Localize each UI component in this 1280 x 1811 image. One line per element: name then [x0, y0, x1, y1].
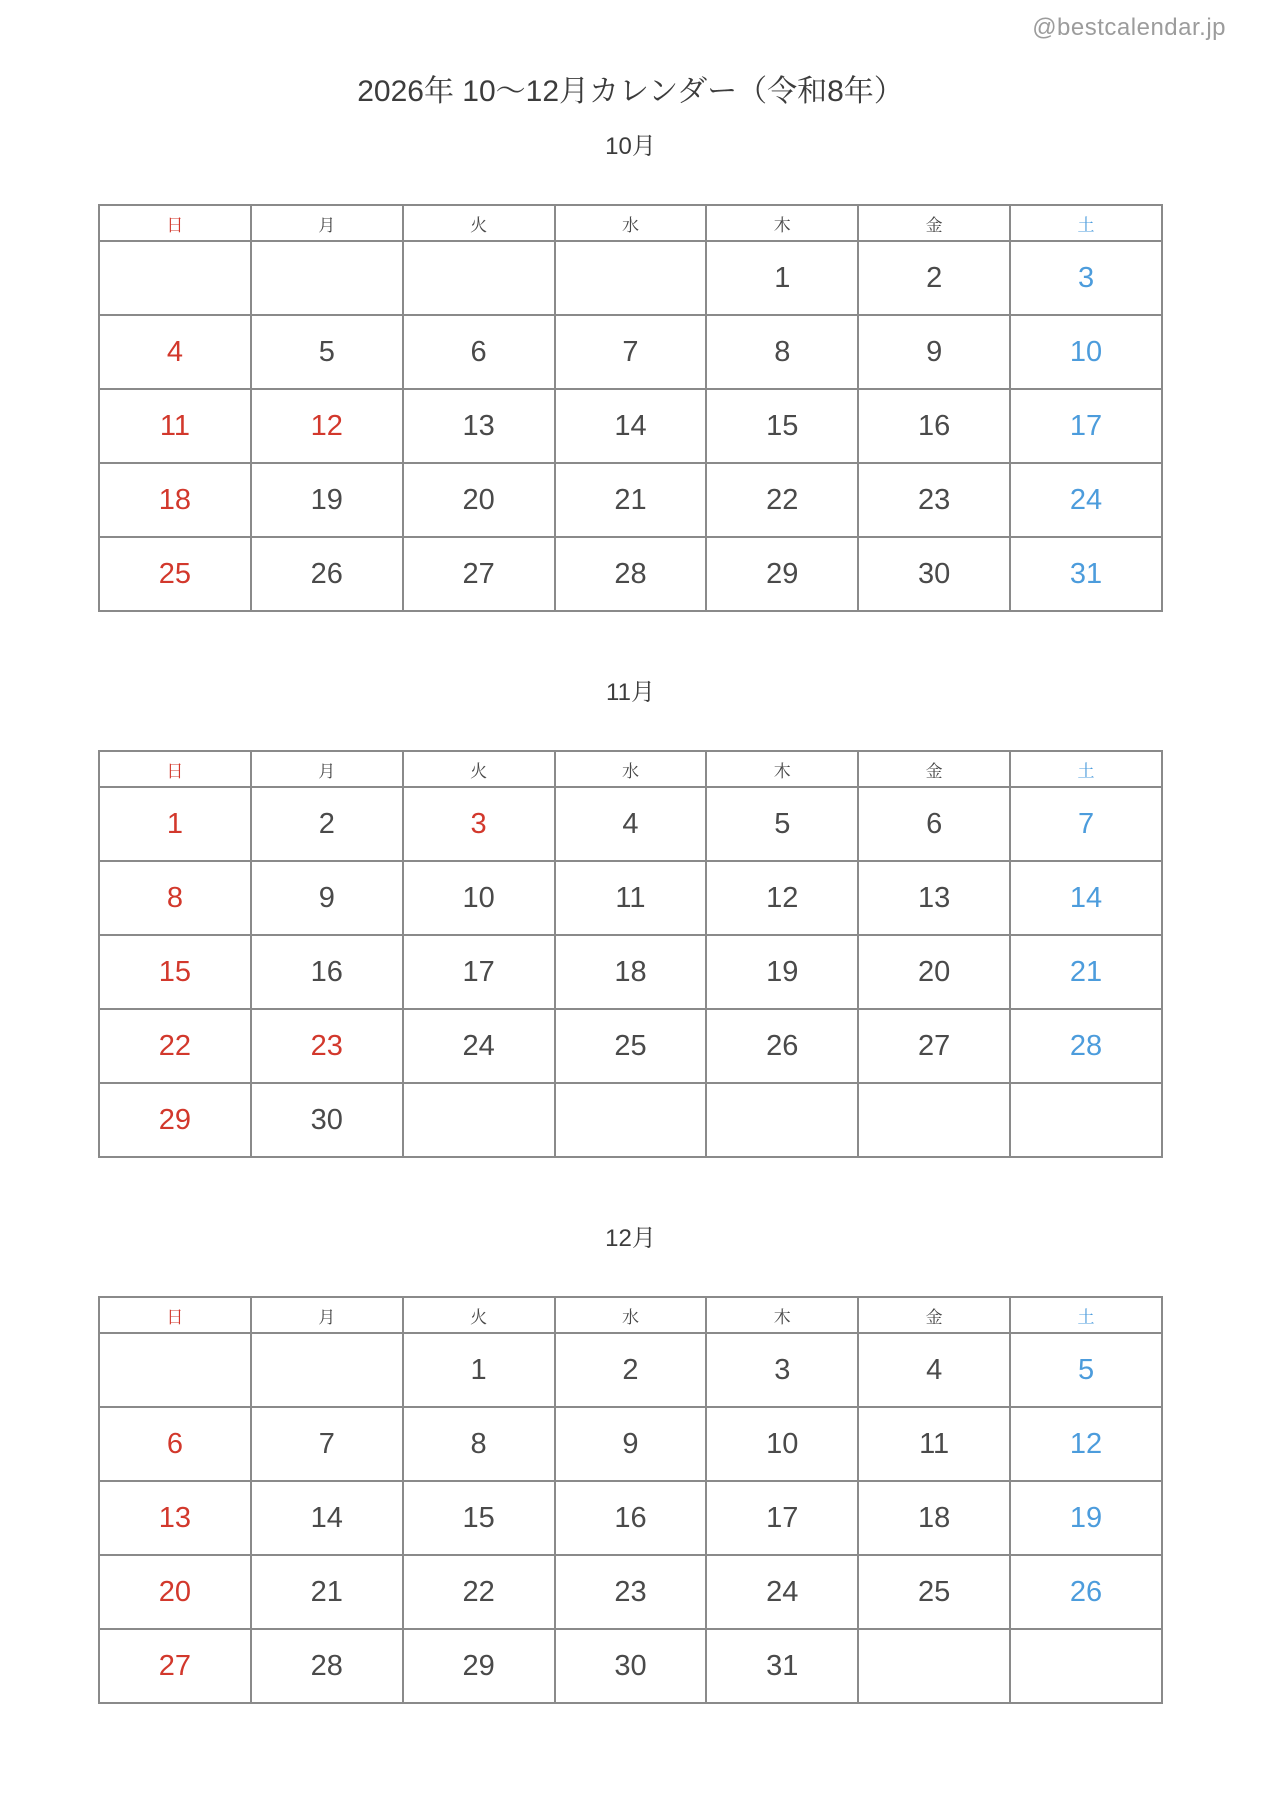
- month-calendar: [98, 204, 1163, 612]
- weekday-header: 火: [403, 1297, 555, 1333]
- weekday-header: 土: [1010, 751, 1162, 787]
- weekday-header: 日: [99, 205, 251, 241]
- date-cell: 10: [403, 861, 555, 935]
- weekday-header: 金: [858, 1297, 1010, 1333]
- weekday-header-row: [99, 205, 1162, 241]
- date-cell: 1: [706, 241, 858, 315]
- date-cell: 19: [251, 463, 403, 537]
- weekday-header: 日: [99, 751, 251, 787]
- date-cell: 20: [858, 935, 1010, 1009]
- date-cell: 15: [403, 1481, 555, 1555]
- empty-cell: [858, 1083, 1010, 1157]
- weekday-header-row: [99, 751, 1162, 787]
- date-cell: 3: [1010, 241, 1162, 315]
- page-title: 2026年 10〜12月カレンダー（令和8年）: [357, 75, 904, 108]
- weekday-header: 火: [403, 751, 555, 787]
- weekday-header: 土: [1010, 1297, 1162, 1333]
- week-row: [99, 241, 1162, 315]
- date-cell: 12: [1010, 1407, 1162, 1481]
- weekday-header: 土: [1010, 205, 1162, 241]
- week-row: [99, 537, 1162, 611]
- weekday-header-row: [99, 1297, 1162, 1333]
- date-cell: 8: [99, 861, 251, 935]
- date-cell: 20: [403, 463, 555, 537]
- week-row: [99, 1009, 1162, 1083]
- month-title: 12月: [605, 1225, 656, 1252]
- week-row: [99, 1333, 1162, 1407]
- date-cell: 26: [251, 537, 403, 611]
- date-cell: 9: [251, 861, 403, 935]
- empty-cell: [1010, 1629, 1162, 1703]
- weekday-header: 水: [555, 1297, 707, 1333]
- date-cell: 18: [99, 463, 251, 537]
- empty-cell: [99, 241, 251, 315]
- date-cell: 6: [403, 315, 555, 389]
- date-cell: 22: [706, 463, 858, 537]
- date-cell: 14: [555, 389, 707, 463]
- site-watermark: @bestcalendar.jp: [1032, 14, 1226, 41]
- date-cell: 9: [555, 1407, 707, 1481]
- date-cell: 4: [99, 315, 251, 389]
- week-row: [99, 861, 1162, 935]
- weekday-header: 水: [555, 205, 707, 241]
- calendar-container: [98, 132, 1163, 1704]
- week-row: [99, 1629, 1162, 1703]
- date-cell: 17: [706, 1481, 858, 1555]
- date-cell: 31: [1010, 537, 1162, 611]
- date-cell: 4: [858, 1333, 1010, 1407]
- date-cell: 29: [99, 1083, 251, 1157]
- date-cell: 24: [403, 1009, 555, 1083]
- date-cell: 12: [251, 389, 403, 463]
- date-cell: 7: [1010, 787, 1162, 861]
- date-cell: 5: [1010, 1333, 1162, 1407]
- week-row: [99, 1481, 1162, 1555]
- date-cell: 30: [251, 1083, 403, 1157]
- weekday-header: 月: [251, 1297, 403, 1333]
- month-section: [98, 678, 1163, 1158]
- month-calendar: [98, 750, 1163, 1158]
- date-cell: 15: [99, 935, 251, 1009]
- date-cell: 24: [1010, 463, 1162, 537]
- date-cell: 27: [99, 1629, 251, 1703]
- empty-cell: [403, 1083, 555, 1157]
- date-cell: 16: [251, 935, 403, 1009]
- empty-cell: [403, 241, 555, 315]
- date-cell: 28: [1010, 1009, 1162, 1083]
- week-row: [99, 787, 1162, 861]
- weekday-header: 月: [251, 751, 403, 787]
- date-cell: 23: [251, 1009, 403, 1083]
- date-cell: 6: [858, 787, 1010, 861]
- date-cell: 19: [1010, 1481, 1162, 1555]
- calendar-page: [98, 0, 1163, 1704]
- date-cell: 7: [555, 315, 707, 389]
- date-cell: 21: [1010, 935, 1162, 1009]
- date-cell: 22: [99, 1009, 251, 1083]
- date-cell: 6: [99, 1407, 251, 1481]
- empty-cell: [251, 1333, 403, 1407]
- date-cell: 18: [555, 935, 707, 1009]
- date-cell: 16: [858, 389, 1010, 463]
- week-row: [99, 389, 1162, 463]
- date-cell: 21: [555, 463, 707, 537]
- month-section: [98, 132, 1163, 612]
- date-cell: 3: [706, 1333, 858, 1407]
- date-cell: 25: [858, 1555, 1010, 1629]
- date-cell: 25: [555, 1009, 707, 1083]
- month-title: 10月: [605, 133, 656, 160]
- date-cell: 5: [251, 315, 403, 389]
- date-cell: 23: [555, 1555, 707, 1629]
- date-cell: 13: [99, 1481, 251, 1555]
- empty-cell: [99, 1333, 251, 1407]
- date-cell: 15: [706, 389, 858, 463]
- date-cell: 31: [706, 1629, 858, 1703]
- date-cell: 28: [251, 1629, 403, 1703]
- weekday-header: 木: [706, 205, 858, 241]
- date-cell: 21: [251, 1555, 403, 1629]
- date-cell: 3: [403, 787, 555, 861]
- empty-cell: [706, 1083, 858, 1157]
- date-cell: 29: [706, 537, 858, 611]
- weekday-header: 木: [706, 1297, 858, 1333]
- date-cell: 26: [706, 1009, 858, 1083]
- date-cell: 10: [706, 1407, 858, 1481]
- week-row: [99, 463, 1162, 537]
- weekday-header: 木: [706, 751, 858, 787]
- week-row: [99, 1555, 1162, 1629]
- date-cell: 11: [858, 1407, 1010, 1481]
- date-cell: 2: [858, 241, 1010, 315]
- date-cell: 1: [403, 1333, 555, 1407]
- date-cell: 2: [251, 787, 403, 861]
- weekday-header: 日: [99, 1297, 251, 1333]
- date-cell: 17: [403, 935, 555, 1009]
- date-cell: 1: [99, 787, 251, 861]
- date-cell: 11: [555, 861, 707, 935]
- date-cell: 20: [99, 1555, 251, 1629]
- weekday-header: 火: [403, 205, 555, 241]
- date-cell: 22: [403, 1555, 555, 1629]
- date-cell: 16: [555, 1481, 707, 1555]
- weekday-header: 水: [555, 751, 707, 787]
- date-cell: 27: [403, 537, 555, 611]
- week-row: [99, 315, 1162, 389]
- date-cell: 13: [858, 861, 1010, 935]
- date-cell: 13: [403, 389, 555, 463]
- date-cell: 14: [1010, 861, 1162, 935]
- date-cell: 24: [706, 1555, 858, 1629]
- empty-cell: [555, 241, 707, 315]
- date-cell: 8: [706, 315, 858, 389]
- date-cell: 4: [555, 787, 707, 861]
- date-cell: 18: [858, 1481, 1010, 1555]
- weekday-header: 月: [251, 205, 403, 241]
- date-cell: 8: [403, 1407, 555, 1481]
- month-section: [98, 1224, 1163, 1704]
- empty-cell: [555, 1083, 707, 1157]
- date-cell: 7: [251, 1407, 403, 1481]
- week-row: [99, 935, 1162, 1009]
- date-cell: 11: [99, 389, 251, 463]
- week-row: [99, 1083, 1162, 1157]
- weekday-header: 金: [858, 205, 1010, 241]
- date-cell: 5: [706, 787, 858, 861]
- date-cell: 9: [858, 315, 1010, 389]
- date-cell: 2: [555, 1333, 707, 1407]
- date-cell: 30: [555, 1629, 707, 1703]
- empty-cell: [858, 1629, 1010, 1703]
- date-cell: 30: [858, 537, 1010, 611]
- month-calendar: [98, 1296, 1163, 1704]
- empty-cell: [251, 241, 403, 315]
- date-cell: 29: [403, 1629, 555, 1703]
- date-cell: 10: [1010, 315, 1162, 389]
- date-cell: 28: [555, 537, 707, 611]
- date-cell: 19: [706, 935, 858, 1009]
- weekday-header: 金: [858, 751, 1010, 787]
- date-cell: 26: [1010, 1555, 1162, 1629]
- month-title: 11月: [606, 679, 655, 706]
- date-cell: 14: [251, 1481, 403, 1555]
- date-cell: 27: [858, 1009, 1010, 1083]
- empty-cell: [1010, 1083, 1162, 1157]
- date-cell: 23: [858, 463, 1010, 537]
- date-cell: 12: [706, 861, 858, 935]
- week-row: [99, 1407, 1162, 1481]
- date-cell: 25: [99, 537, 251, 611]
- date-cell: 17: [1010, 389, 1162, 463]
